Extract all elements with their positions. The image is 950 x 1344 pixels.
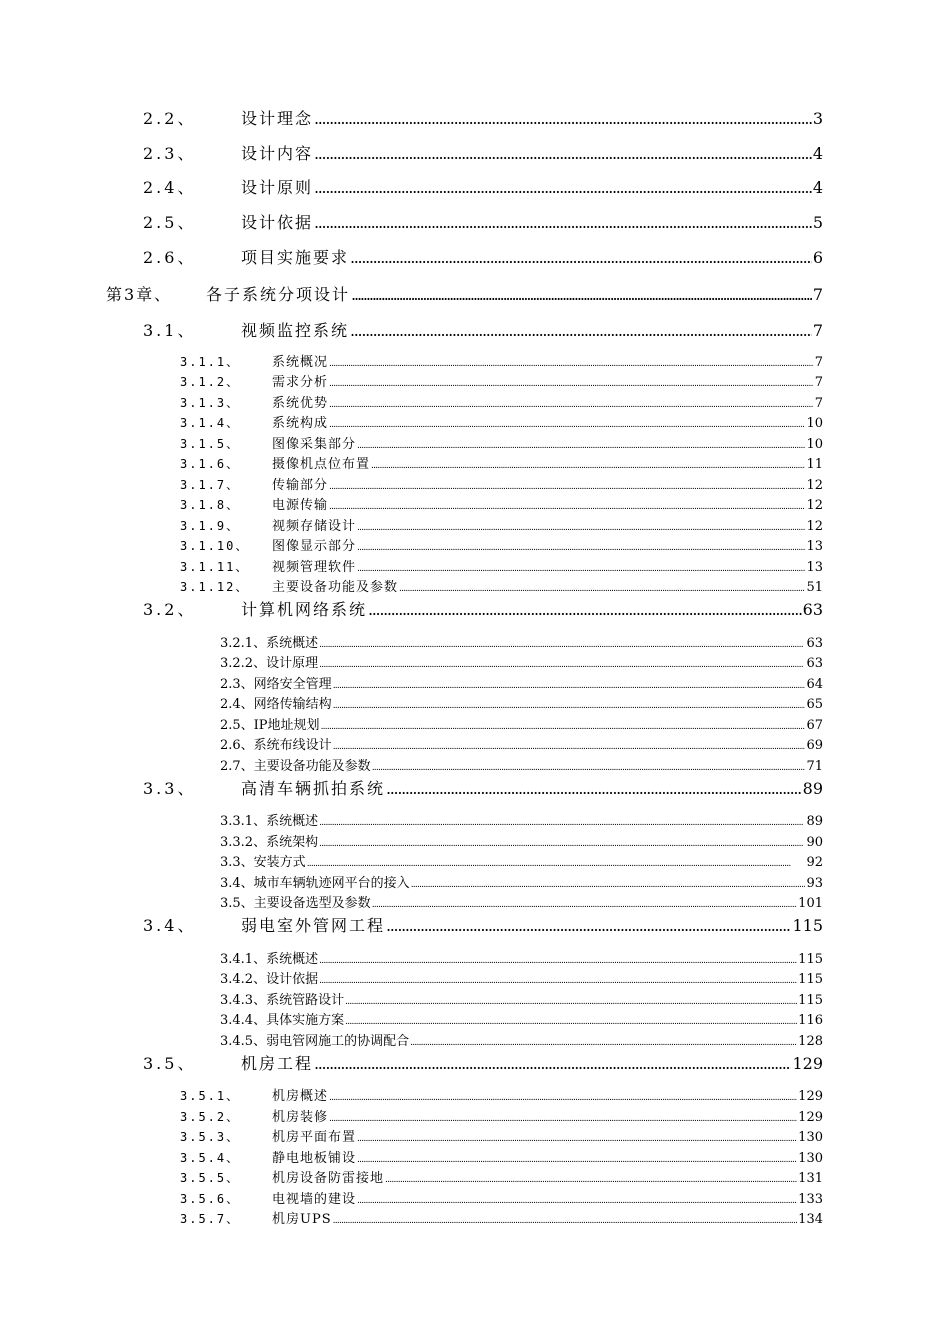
toc-page-number: 89 <box>802 779 823 798</box>
toc-title: 2.4、网络传输结构 <box>220 697 332 712</box>
toc-page-number: 63 <box>802 600 823 619</box>
dot-leader <box>333 738 806 753</box>
toc-title: 3.4.2、设计依据 <box>220 972 319 987</box>
toc-page-number: 101 <box>798 896 823 911</box>
toc-title: 系统概况 <box>272 355 329 370</box>
toc-entry[interactable] <box>220 831 823 850</box>
toc-number: 3.5、 <box>143 1054 197 1073</box>
toc-page-number: 93 <box>806 876 823 891</box>
toc-number: 3.1、 <box>143 321 197 340</box>
toc-page-number: 71 <box>806 759 823 774</box>
toc-title: 视频存储设计 <box>272 519 357 534</box>
toc-number: 3.1.9、 <box>180 519 241 533</box>
toc-page-number: 10 <box>806 437 823 452</box>
toc-title: 2.6、系统布线设计 <box>220 738 332 753</box>
dot-leader <box>329 355 814 370</box>
toc-entry[interactable] <box>180 1147 823 1166</box>
toc-number: 3.1.1、 <box>180 355 241 369</box>
toc-page-number: 130 <box>798 1151 823 1166</box>
toc-page-number: 7 <box>812 321 823 340</box>
toc-entry[interactable] <box>180 392 823 411</box>
toc-entry[interactable] <box>220 989 823 1008</box>
toc-title: 设计依据 <box>241 213 314 232</box>
toc-page-number: 133 <box>798 1192 823 1207</box>
toc-title: 静电地板铺设 <box>272 1151 357 1166</box>
dot-leader <box>350 321 812 340</box>
toc-page-number: 115 <box>798 972 823 987</box>
toc-page-number: 51 <box>806 580 823 595</box>
toc-number: 3.5.7、 <box>180 1212 241 1226</box>
toc-entry[interactable] <box>220 872 823 891</box>
toc-page-number: 130 <box>798 1130 823 1145</box>
toc-page-number: 92 <box>806 855 823 870</box>
toc-entry[interactable] <box>180 453 823 472</box>
toc-entry[interactable] <box>143 776 823 799</box>
toc-title: 传输部分 <box>272 478 329 493</box>
toc-number: 3.1.5、 <box>180 437 241 451</box>
toc-page-number: 89 <box>806 814 823 829</box>
toc-number: 3.2、 <box>143 600 197 619</box>
toc-title: 3.3、安装方式 <box>220 855 306 870</box>
toc-number: 2.4、 <box>143 178 197 197</box>
toc-title: 视频管理软件 <box>272 560 357 575</box>
toc-title: 机房装修 <box>272 1110 329 1125</box>
toc-entry[interactable] <box>143 141 823 164</box>
toc-entry[interactable] <box>220 968 823 987</box>
toc-number: 3.1.10、 <box>180 539 250 553</box>
toc-title: 视频监控系统 <box>241 321 350 340</box>
dot-leader <box>371 457 805 472</box>
dot-leader <box>372 759 806 774</box>
toc-page-number: 64 <box>806 677 823 692</box>
toc-title: 3.4、城市车辆轨迹网平台的接入 <box>220 876 410 891</box>
toc-number: 2.2、 <box>143 109 197 128</box>
dot-leader <box>357 519 805 534</box>
toc-entry[interactable] <box>180 1167 823 1186</box>
toc-entry[interactable] <box>180 494 823 513</box>
dot-leader <box>329 498 805 513</box>
toc-page-number: 129 <box>792 1054 823 1073</box>
toc-number: 3.5.4、 <box>180 1151 241 1165</box>
dot-leader <box>357 1192 797 1207</box>
toc-entry[interactable] <box>143 106 823 129</box>
toc-entry[interactable] <box>180 576 823 595</box>
dot-leader <box>357 1130 797 1145</box>
toc-title: 机房概述 <box>272 1089 329 1104</box>
toc-number: 3.1.6、 <box>180 457 241 471</box>
toc-number: 3.1.3、 <box>180 396 241 410</box>
dot-leader <box>357 560 805 575</box>
dot-leader <box>329 396 814 411</box>
toc-page-number: 13 <box>806 560 823 575</box>
toc-page-number: 131 <box>798 1171 823 1186</box>
toc-page-number: 4 <box>812 178 823 197</box>
dot-leader <box>314 144 812 163</box>
toc-title: 2.5、IP地址规划 <box>220 718 320 733</box>
toc-entry[interactable] <box>220 892 823 911</box>
dot-leader <box>314 1054 791 1073</box>
toc-title: 电视墙的建设 <box>272 1192 357 1207</box>
dot-leader <box>345 993 797 1008</box>
toc-entry[interactable] <box>180 1085 823 1104</box>
toc-title: 机房工程 <box>241 1054 314 1073</box>
dot-leader <box>329 1089 797 1104</box>
toc-title: 弱电室外管网工程 <box>241 916 386 935</box>
toc-title: 系统优势 <box>272 396 329 411</box>
dot-leader <box>329 1110 797 1125</box>
dot-leader <box>357 539 805 554</box>
toc-page-number: 134 <box>798 1212 823 1227</box>
toc-entry[interactable] <box>180 474 823 493</box>
toc-title: 摄像机点位布置 <box>272 457 371 472</box>
toc-page-number: 69 <box>806 738 823 753</box>
toc-page-number: 13 <box>806 539 823 554</box>
toc-entry[interactable] <box>220 673 823 692</box>
toc-page-number: 128 <box>798 1034 823 1049</box>
dot-leader <box>319 814 805 829</box>
toc-entry[interactable] <box>220 734 823 753</box>
toc-number: 3.1.11、 <box>180 560 250 574</box>
toc-title: 项目实施要求 <box>241 248 350 267</box>
dot-leader <box>368 600 802 619</box>
dot-leader <box>307 855 806 870</box>
toc-entry[interactable] <box>180 1188 823 1207</box>
toc-title: 图像采集部分 <box>272 437 357 452</box>
toc-title: 设计原则 <box>241 178 314 197</box>
toc-number: 3.5.1、 <box>180 1089 241 1103</box>
dot-leader <box>410 1034 797 1049</box>
toc-entry[interactable] <box>180 556 823 575</box>
toc-number: 第3章、 <box>106 285 173 304</box>
toc-page-number: 63 <box>806 636 823 651</box>
toc-entry[interactable] <box>180 1208 823 1227</box>
toc-number: 3.5.6、 <box>180 1192 241 1206</box>
toc-number: 2.3、 <box>143 144 197 163</box>
toc-title: 图像显示部分 <box>272 539 357 554</box>
toc-title: 高清车辆抓拍系统 <box>241 779 386 798</box>
toc-title: 3.5、主要设备选型及参数 <box>220 896 371 911</box>
toc-entry[interactable] <box>180 535 823 554</box>
toc-page-number: 11 <box>806 457 823 472</box>
dot-leader <box>329 375 814 390</box>
toc-entry[interactable] <box>180 412 823 431</box>
toc-entry[interactable] <box>180 351 823 370</box>
toc-number: 2.5、 <box>143 213 197 232</box>
toc-page-number: 7 <box>814 396 823 411</box>
toc-title: 2.7、主要设备功能及参数 <box>220 759 371 774</box>
dot-leader <box>329 416 805 431</box>
dot-leader <box>329 478 805 493</box>
toc-page-number: 7 <box>814 375 823 390</box>
toc-entry[interactable] <box>143 597 823 620</box>
toc-page-number: 116 <box>798 1013 823 1028</box>
toc-page-number: 7 <box>814 355 823 370</box>
toc-entry[interactable] <box>220 948 823 967</box>
toc-entry[interactable] <box>220 810 823 829</box>
toc-number: 3.4、 <box>143 916 197 935</box>
toc-title: 设计理念 <box>241 109 314 128</box>
toc-title: 各子系统分项设计 <box>206 285 351 304</box>
toc-entry[interactable] <box>143 318 823 341</box>
toc-entry[interactable] <box>180 1106 823 1125</box>
toc-page-number: 115 <box>792 916 823 935</box>
dot-leader <box>350 248 812 267</box>
toc-entry[interactable] <box>143 245 823 268</box>
toc-number: 3.5.2、 <box>180 1110 241 1124</box>
dot-leader <box>386 779 802 798</box>
toc-page-number: 4 <box>812 144 823 163</box>
toc-page-number: 65 <box>806 697 823 712</box>
dot-leader <box>319 972 797 987</box>
toc-entry[interactable] <box>180 371 823 390</box>
toc-title: 3.4.1、系统概述 <box>220 952 319 967</box>
toc-page-number: 5 <box>812 213 823 232</box>
dot-leader <box>351 285 812 304</box>
toc-entry[interactable] <box>143 1051 823 1074</box>
toc-page-number: 12 <box>806 498 823 513</box>
toc-page-number: 115 <box>798 952 823 967</box>
toc-entry[interactable] <box>180 433 823 452</box>
toc-page-number: 3 <box>812 109 823 128</box>
toc-page-number: 10 <box>806 416 823 431</box>
toc-title: 2.3、网络安全管理 <box>220 677 332 692</box>
toc-number: 3.5.5、 <box>180 1171 241 1185</box>
toc-number: 3.3、 <box>143 779 197 798</box>
toc-page-number: 63 <box>806 656 823 671</box>
toc-number: 3.1.7、 <box>180 478 241 492</box>
toc-entry[interactable] <box>180 515 823 534</box>
toc-title: 3.3.2、系统架构 <box>220 835 319 850</box>
dot-leader <box>333 677 806 692</box>
dot-leader <box>411 876 806 891</box>
toc-title: 3.3.1、系统概述 <box>220 814 319 829</box>
dot-leader <box>357 437 805 452</box>
dot-leader <box>357 1151 797 1166</box>
dot-leader <box>314 213 812 232</box>
toc-entry[interactable] <box>220 1030 823 1049</box>
dot-leader <box>321 718 806 733</box>
toc-entry[interactable] <box>143 210 823 233</box>
toc-number: 3.5.3、 <box>180 1130 241 1144</box>
toc-title: 机房平面布置 <box>272 1130 357 1145</box>
dot-leader <box>319 835 805 850</box>
toc-page-number: 67 <box>806 718 823 733</box>
toc-entry[interactable] <box>180 1126 823 1145</box>
dot-leader <box>314 178 812 197</box>
toc-entry[interactable] <box>143 913 823 936</box>
toc-entry-chapter[interactable] <box>106 282 823 305</box>
toc-title: 系统构成 <box>272 416 329 431</box>
toc-entry[interactable] <box>143 175 823 198</box>
toc-number: 3.1.12、 <box>180 580 250 594</box>
toc-page-number: 7 <box>812 285 823 304</box>
toc-number: 3.1.8、 <box>180 498 241 512</box>
toc-page-number: 90 <box>806 835 823 850</box>
dot-leader <box>345 1013 797 1028</box>
toc-page-number: 12 <box>806 519 823 534</box>
toc-title: 机房设备防雷接地 <box>272 1171 385 1186</box>
dot-leader <box>333 1212 798 1227</box>
dot-leader <box>385 1171 797 1186</box>
toc-entry[interactable] <box>220 693 823 712</box>
toc-page-number: 129 <box>798 1089 823 1104</box>
dot-leader <box>333 697 806 712</box>
toc-title: 3.2.1、系统概述 <box>220 636 319 651</box>
dot-leader <box>319 952 797 967</box>
toc-title: 3.2.2、设计原理 <box>220 656 319 671</box>
toc-title: 需求分析 <box>272 375 329 390</box>
toc-page-number: 129 <box>798 1110 823 1125</box>
dot-leader <box>386 916 791 935</box>
toc-title: 主要设备功能及参数 <box>272 580 399 595</box>
dot-leader <box>372 896 797 911</box>
toc-title: 3.4.3、系统管路设计 <box>220 993 345 1008</box>
toc-title: 3.4.4、具体实施方案 <box>220 1013 345 1028</box>
toc-number: 3.1.4、 <box>180 416 241 430</box>
toc-entry[interactable] <box>220 1009 823 1028</box>
toc-page-number: 12 <box>806 478 823 493</box>
toc-title: 设计内容 <box>241 144 314 163</box>
dot-leader <box>399 580 805 595</box>
toc-title: 计算机网络系统 <box>241 600 368 619</box>
toc-entry[interactable] <box>220 632 823 651</box>
toc-title: 机房UPS <box>272 1212 332 1227</box>
toc-entry[interactable] <box>220 714 823 733</box>
toc-page-number: 115 <box>798 993 823 1008</box>
toc-title: 3.4.5、弱电管网施工的协调配合 <box>220 1034 410 1049</box>
toc-number: 3.1.2、 <box>180 375 241 389</box>
toc-title: 电源传输 <box>272 498 329 513</box>
toc-number: 2.6、 <box>143 248 197 267</box>
toc-page-number: 6 <box>812 248 823 267</box>
toc-entry[interactable] <box>220 755 823 774</box>
dot-leader <box>319 656 805 671</box>
dot-leader <box>319 636 805 651</box>
toc-entry[interactable] <box>220 851 823 870</box>
toc-entry[interactable] <box>220 652 823 671</box>
dot-leader <box>314 109 812 128</box>
